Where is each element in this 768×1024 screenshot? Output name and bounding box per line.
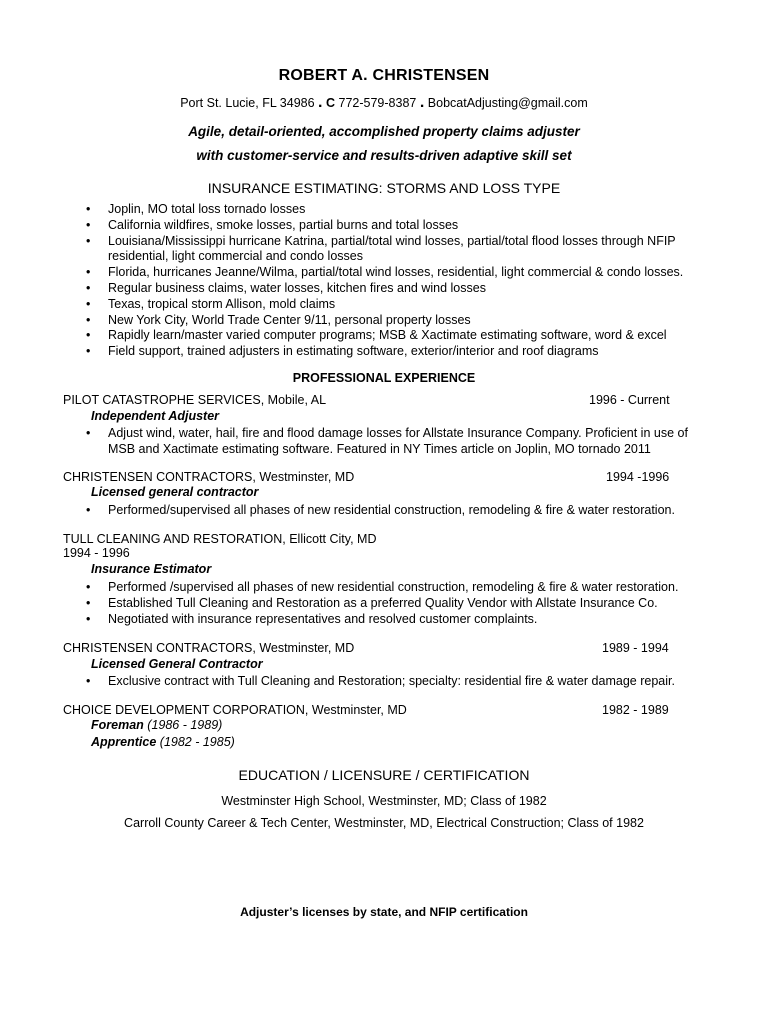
list-item: • Louisiana/Mississippi hurricane Katrina, partial/total wind losses, partial/total flood losses through NFIP residential, light commercial and condo losses	[86, 234, 706, 266]
phone: 772-579-8387	[338, 96, 417, 110]
insurance-heading: INSURANCE ESTIMATING: STORMS AND LOSS TYPE	[207, 180, 561, 196]
job-bullets	[86, 580, 706, 627]
email: BobcatAdjusting@gmail.com	[427, 96, 588, 110]
list-item: • New York City, World Trade Center 9/11, personal property losses	[86, 313, 706, 329]
role-title: Foreman	[91, 718, 144, 732]
separator-dot: .	[419, 94, 425, 111]
job-title: Licensed general contractor	[91, 485, 259, 499]
licenses-heading: Adjuster’s licenses by state, and NFIP certification	[240, 905, 528, 919]
job-dates: 1982 - 1989	[602, 703, 669, 717]
job-title: Independent Adjuster	[91, 409, 220, 423]
insurance-list	[86, 202, 706, 360]
tagline-line-1: Agile, detail-oriented, accomplished property claims adjuster	[188, 124, 580, 139]
list-item: • Texas, tropical storm Allison, mold claims	[86, 297, 706, 313]
job-bullets	[86, 503, 706, 519]
tagline-line-2: with customer-service and results-driven adaptive skill set	[196, 148, 572, 163]
list-item: • Performed /supervised all phases of new residential construction, remodeling & fire & water restoration.	[86, 580, 706, 596]
job-bullets	[86, 674, 706, 690]
list-item: • Rapidly learn/master varied computer programs; MSB & Xactimate estimating software, word & excel	[86, 328, 706, 344]
list-item: • Adjust wind, water, hail, fire and flood damage losses for Allstate Insurance Company. Proficient in use of MSB and Xactimate estimating software. Featured in NY Times article on Joplin, MO tornado 2011	[86, 426, 698, 458]
job-title: Licensed General Contractor	[91, 657, 263, 671]
phone-marker: C	[325, 96, 336, 110]
list-item: • Negotiated with insurance representatives and resolved customer complaints.	[86, 612, 706, 628]
education-line: Carroll County Career & Tech Center, Westminster, MD, Electrical Construction; Class of 1982	[124, 816, 644, 830]
list-item: • Field support, trained adjusters in estimating software, exterior/interior and roof diagrams	[86, 344, 706, 360]
role-title: Apprentice	[91, 735, 157, 749]
experience-heading: PROFESSIONAL EXPERIENCE	[292, 371, 476, 385]
job-company: CHRISTENSEN CONTRACTORS, Westminster, MD	[63, 641, 355, 655]
role-years: (1982 - 1985)	[159, 735, 235, 749]
job-dates: 1994 - 1996	[63, 546, 130, 560]
education-heading: EDUCATION / LICENSURE / CERTIFICATION	[238, 767, 530, 783]
separator-dot: .	[318, 94, 323, 111]
education-line: Westminster High School, Westminster, MD; Class of 1982	[221, 794, 547, 808]
job-company: CHOICE DEVELOPMENT CORPORATION, Westminster, MD	[63, 703, 407, 717]
job-dates: 1989 - 1994	[602, 641, 669, 655]
list-item: • California wildfires, smoke losses, partial burns and total losses	[86, 218, 706, 234]
list-item: • Established Tull Cleaning and Restoration as a preferred Quality Vendor with Allstate Insurance Co.	[86, 596, 706, 612]
job-dates: 1994 -1996	[606, 470, 670, 484]
address: Port St. Lucie, FL 34986	[180, 96, 315, 110]
job-dates: 1996 - Current	[589, 393, 670, 407]
list-item: • Florida, hurricanes Jeanne/Wilma, partial/total wind losses, residential, light commercial & condo losses.	[86, 265, 706, 281]
list-item: • Joplin, MO total loss tornado losses	[86, 202, 706, 218]
contact-line	[0, 94, 768, 112]
job-role	[91, 735, 235, 749]
list-item: • Exclusive contract with Tull Cleaning and Restoration; specialty: residential fire & water damage repair.	[86, 674, 706, 690]
job-role	[91, 718, 222, 732]
job-company: PILOT CATASTROPHE SERVICES, Mobile, AL	[63, 393, 327, 407]
job-company: TULL CLEANING AND RESTORATION, Ellicott City, MD	[63, 532, 377, 546]
list-item: • Performed/supervised all phases of new residential construction, remodeling & fire & water restoration.	[86, 503, 706, 519]
job-company: CHRISTENSEN CONTRACTORS, Westminster, MD	[63, 470, 355, 484]
job-bullets	[86, 426, 698, 458]
list-item: • Regular business claims, water losses, kitchen fires and wind losses	[86, 281, 706, 297]
resume-name: ROBERT A. CHRISTENSEN	[278, 67, 490, 84]
role-years: (1986 - 1989)	[147, 718, 223, 732]
job-title: Insurance Estimator	[91, 562, 212, 576]
